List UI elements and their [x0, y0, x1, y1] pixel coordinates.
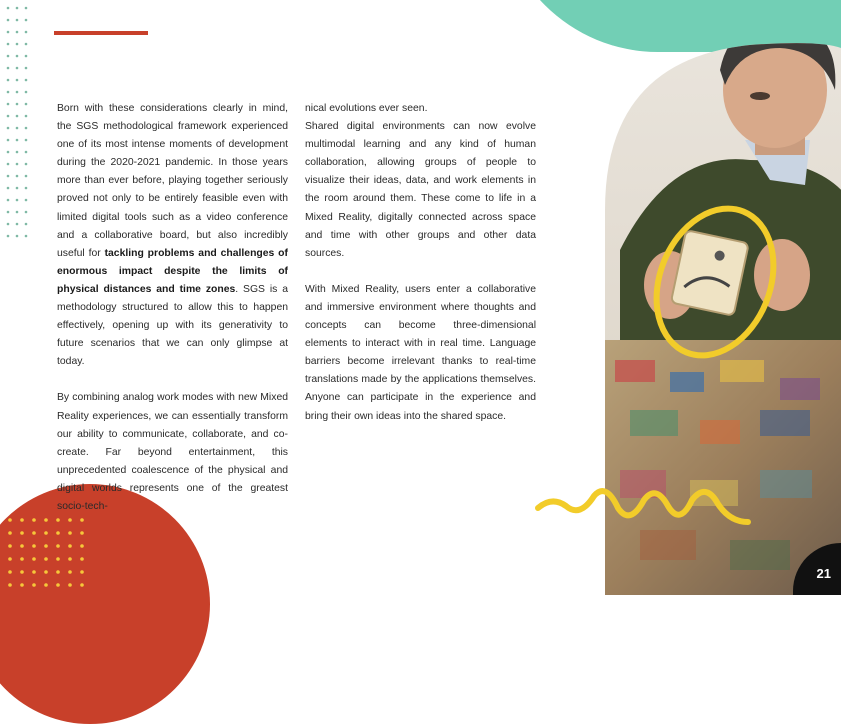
accent-line [54, 31, 148, 35]
dot-grid-decoration [4, 4, 30, 244]
yellow-squiggle-decoration [530, 486, 755, 531]
text-column-right [305, 100, 536, 444]
paragraph-text: . SGS is a methodology structured to allow this to happen effectively, opening up with its generativity to future scenarios that we can only glimpse at today. [57, 283, 288, 368]
paragraph: With Mixed Reality, users enter a collaborative and immersive environment where thoughts and concepts can become three-dimensional elements to interact with in real time. Language barriers become irrelevant thanks to real-time translations made by the applications themselves. Anyone can participate in the experience and bring their own ideas into the shared space. [305, 283, 536, 422]
page-number-text: 21 [816, 566, 831, 581]
paragraph [57, 100, 288, 371]
paragraph-text: Born with these considerations clearly in mind, the SGS methodological framework experienced one of its most intense moments of development during the 2020-2021 pandemic. In those years more than ever before, playing together seriously proved not only to be entirely feasible even with limited digital tools such as a video conference and a collaborative board, but also incredibly useful for [57, 103, 288, 259]
paragraph: Shared digital environments can now evolve multimodal learning and any kind of human collaboration, allowing groups of people to visualize their ideas, data, and work elements in the room around them. These come to life in a Mixed Reality, digitally connected across space and time with other groups and other data sources. [305, 121, 536, 259]
paragraph: nical evolutions ever seen. [305, 103, 428, 114]
bold-phrase: tackling problems and challenges of enormous impact despite the limits of physical distances and time zones [57, 247, 288, 295]
paragraph: By combining analog work modes with new Mixed Reality experiences, we can essentially transform our ability to communicate, collaborate, and co-create. Far beyond entertainment, this unprecedented coalescence of the physical and digital worlds represents one of the greatest socio-tech- [57, 392, 288, 512]
text-column-left [57, 100, 288, 534]
